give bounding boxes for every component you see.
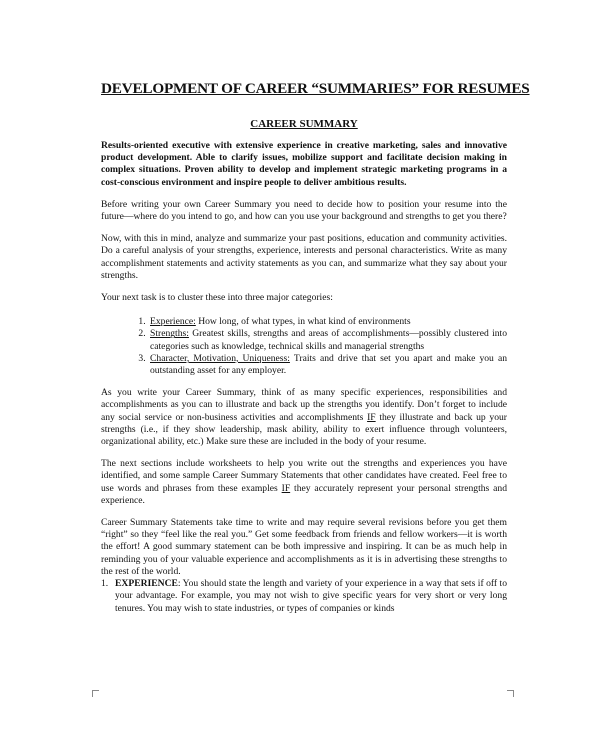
document-title: DEVELOPMENT OF CAREER “SUMMARIES” FOR RESUMES — [101, 80, 530, 97]
paragraph-cluster: Your next task is to cluster these into three major categories: — [101, 292, 333, 304]
emphasis-if: IF — [367, 411, 376, 423]
category-text: Traits and drive that set you apart and make you an outstanding asset for any employer. — [150, 352, 507, 377]
categories-list — [101, 316, 507, 377]
list-item — [148, 316, 507, 328]
experience-list — [101, 578, 507, 615]
category-label: Character, Motivation, Uniqueness: — [150, 352, 290, 364]
item-text: : You should state the length and variety of your experience in a way that sets if off to your advantage. For example, you may not wish to give specific years for very short or very long tenures. You may wish to state industries, or types of companies or kinds — [115, 578, 507, 614]
list-item — [148, 328, 507, 352]
list-item — [148, 353, 507, 377]
item-number: 1. — [101, 578, 109, 590]
paragraph-write-summary: As you write your Career Summary, think of as many specific experiences, responsibilities and accomplishments as you can to illustrate and back up the strengths you identify. Don’t forget to include any social service or non-business activities and accomplishments IF they illustrate and back up your strengths (i.e., if they show leadership, mask ability, ability to exert influence through volunteers, organizational ability, etc.) Make sure these are included in the body of your resume. — [101, 387, 507, 448]
category-label: Strengths: — [150, 328, 189, 340]
paragraph-revisions: Career Summary Statements take time to write and may require several revisions before you get them “right” so they “feel like the real you.” Get some feedback from friends and fellow workers—it is worth the effort! A good summary statement can be both impressive and inspiring. It can be as much help in reminding you of your valuable experience and accomplishments as it is in advertising these strengths to the rest of the world. — [101, 517, 507, 577]
category-label: Experience: — [150, 316, 196, 328]
paragraph-positioning: Before writing your own Career Summary you need to decide how to position your resume into the future—where do you intend to go, and how can you use your background and strengths to get you there? — [101, 198, 507, 223]
paragraph-analyze: Now, with this in mind, analyze and summarize your past positions, education and community activities. Do a careful analysis of your strengths, experience, interests and personal characteristics. Write as many accomplishment statements and activity statements as you can, and summarize what they say about your strengths. — [101, 233, 507, 281]
item-label: EXPERIENCE — [115, 578, 178, 590]
document-page — [101, 80, 530, 615]
paragraph-worksheets: The next sections include worksheets to help you write out the strengths and experiences you have identified, and some sample Career Summary Statements that other candidates have created. Feel free to use words and phrases from these examples IF they accurately represent your personal strengths and experience. — [101, 458, 507, 506]
emphasis-if: IF — [281, 482, 291, 494]
section-heading: CAREER SUMMARY — [250, 118, 358, 130]
crop-mark-left — [92, 690, 99, 697]
category-text: Greatest skills, strengths and areas of accomplishments—possibly clustered into categories such as knowledge, technical skills and managerial strengths — [150, 328, 507, 352]
summary-paragraph: Results-oriented executive with extensive experience in creative marketing, sales and innovative product development. Able to clarify issues, mobilize support and facilitate decision making in complex situations. Proven ability to develop and implement strategic marketing programs in a cost-conscious environment and inspire people to deliver ambitious results. — [101, 140, 507, 188]
crop-mark-right — [507, 690, 514, 697]
category-text: How long, of what types, in what kind of environments — [195, 316, 411, 328]
list-item — [101, 578, 507, 615]
